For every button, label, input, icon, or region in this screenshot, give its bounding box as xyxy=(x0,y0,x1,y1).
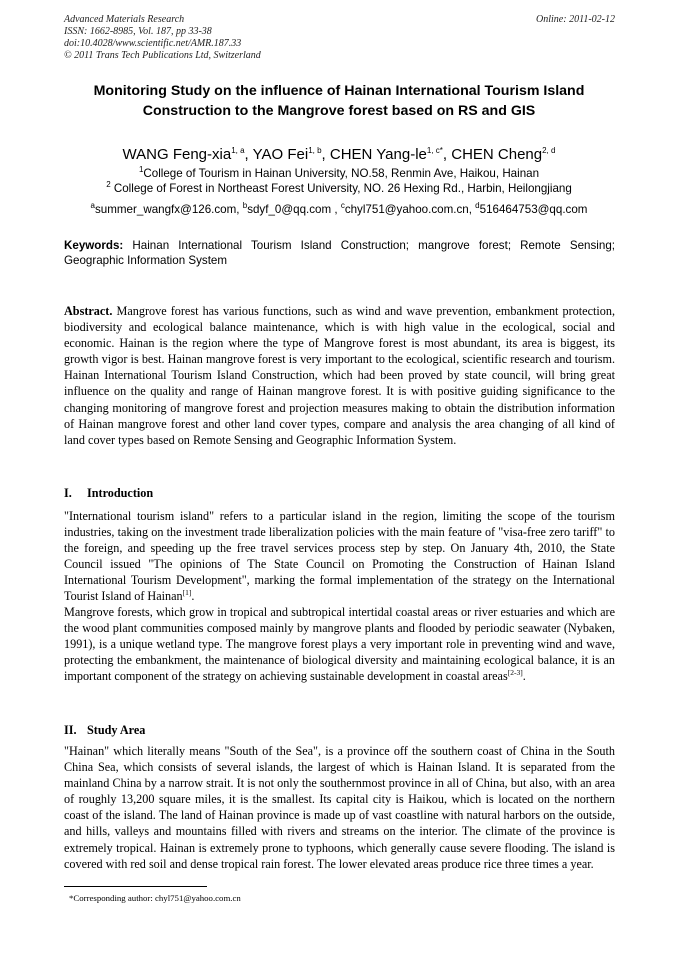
footnote-divider xyxy=(64,886,207,887)
online-date: Online: 2011-02-12 xyxy=(536,14,615,25)
email-mark: d xyxy=(475,201,480,211)
email-address: 516464753@qq.com xyxy=(479,203,588,216)
author-separator: , xyxy=(442,146,452,163)
sentence-end: . xyxy=(191,589,195,604)
keywords-text: Hainan International Tourism Island Construction; mangrove forest; Remote Sensing; Geographic Information System xyxy=(64,239,615,267)
journal-issn: ISSN: 1662-8985, Vol. 187, pp 33-38 xyxy=(64,26,212,37)
section-heading-study-area xyxy=(64,722,145,738)
affiliation-mark: 2 xyxy=(106,180,111,190)
abstract-text: Mangrove forest has various functions, such as wind and wave prevention, embankment protection, biodiversity and ecological balance maintenance, which is with high value in the ecological, social and economic. Hainan is the region where the type of Mangrove forest is most abundant, its area is biggest, its growth vigor is best. Hainan mangrove forest is very important to the ecological, scientific research and tourism. Hainan International Tourism Island Construction, which had been proved by state council, will bring great influence on the quality and range of Hainan mangrove forest. It is with positive guiding significance to the changing monitoring of mangrove forest and projection measures making to obtain the distribution information of Hainan mangrove forest and other land cover types, compare and analysis the area changing of all kind of land cover types based on Remote Sensing and Geographic Information System. xyxy=(64,304,615,447)
footnote: *Corresponding author: chyl751@yahoo.com.cn xyxy=(69,893,241,903)
citation-ref: [1] xyxy=(182,588,192,598)
journal-copyright: © 2011 Trans Tech Publications Ltd, Switzerland xyxy=(64,50,261,61)
section-number: I. xyxy=(64,486,72,500)
paragraph-text: "International tourism island" refers to a particular island in the region, limiting the scope of the tourism industries, taking on the investment trade liberalization policies with the main feature of "visa-free zero tariff" to the foreign, and speeding up the free travel services process step by step. On January 4th, 2010, the State Council issued "The opinions of The State Council on Promoting the Construction of Hainan Island International Tourism Development", marking the formal implementation of the strategy on the International Tourist Island of Hainan xyxy=(64,509,615,604)
section-number: II. xyxy=(64,723,77,737)
paper-title xyxy=(58,81,620,121)
study-area-paragraph xyxy=(64,743,615,872)
author-list xyxy=(40,146,638,164)
email-address: summer_wangfx@126.com, xyxy=(95,203,243,216)
intro-paragraph-1 xyxy=(64,508,615,605)
author-name: CHEN Cheng xyxy=(451,146,543,163)
section-title: Introduction xyxy=(87,486,154,500)
author-separator: , xyxy=(321,146,330,163)
journal-name: Advanced Materials Research xyxy=(64,14,185,25)
author-name: YAO Fei xyxy=(252,146,309,163)
intro-paragraph-2 xyxy=(64,604,615,684)
author-affiliation-mark: 1, c* xyxy=(426,146,443,155)
journal-doi: doi:10.4028/www.scientific.net/AMR.187.33 xyxy=(64,38,242,49)
author-affiliation-mark: 1, b xyxy=(308,146,322,155)
paper-title-line: Construction to the Mangrove forest based on RS and GIS xyxy=(142,103,536,119)
paragraph-text: "Hainan" which literally means "South of the Sea", is a province off the southern coast of China in the South China Sea, which consists of several islands, the largest of which is Hainan Island. It is separated from the mainland China by a narrow strait. It is not only the southernmost province in all of China, but also, with an area of roughly 13,200 square miles, it is the smallest. Its capital city is Haikou, which is located on the northern coast of the island. The land of Hainan province is made up of vast coastline with natural harbors on the outside, and hills, valleys and mountains filled with rivers and streams on the interior. The climate of the province is extremely tropical. Hainan is extremely prone to typhoons, which generally cause severe flooding. The island is covered with red soil and dense tropical rain forest. The lower elevated areas produce rice three times a year. xyxy=(64,744,615,871)
author-affiliation-mark: 1, a xyxy=(231,146,245,155)
abstract xyxy=(64,303,615,448)
email-list xyxy=(40,203,638,217)
abstract-label: Abstract. xyxy=(64,304,113,318)
citation-ref: [2-3] xyxy=(507,668,523,678)
paragraph-text: Mangrove forests, which grow in tropical and subtropical intertidal coastal areas or river estuaries and which are the wood plant communities composed mainly by mangrove plants and flooded by periodic seawater (Nybaken, 1991), is a unique wetland type. The mangrove forest plays a very important role in preventing wind and wave, protecting the embankment, the maintenance of biological diversity and maintaining ecological balance, it is an important component of the strategy on achieving sustainable development in coastal areas xyxy=(64,605,615,684)
author-name: WANG Feng-xia xyxy=(122,146,232,163)
keywords xyxy=(64,238,615,268)
affiliation-mark: 1 xyxy=(138,165,144,175)
email-mark: b xyxy=(242,201,248,211)
journal-header xyxy=(64,14,615,62)
affiliation-text: College of Tourism in Hainan University, NO.58, Renmin Ave, Haikou, Hainan xyxy=(143,167,540,180)
author-separator: , xyxy=(244,146,253,163)
section-heading-introduction xyxy=(64,485,153,501)
keywords-label: Keywords: xyxy=(64,239,124,252)
email-mark: c xyxy=(340,201,345,211)
email-mark: a xyxy=(90,201,95,211)
affiliation-text: College of Forest in Northeast Forest University, NO. 26 Hexing Rd., Harbin, Heilongjiang xyxy=(110,182,572,195)
email-address: chyl751@yahoo.com.cn, xyxy=(344,203,476,216)
affiliation-2 xyxy=(40,182,638,196)
paper-title-line: Monitoring Study on the influence of Hainan International Tourism Island xyxy=(93,83,585,99)
section-title: Study Area xyxy=(87,723,146,737)
sentence-end: . xyxy=(522,669,526,684)
author-affiliation-mark: 2, d xyxy=(542,146,556,155)
author-name: CHEN Yang-le xyxy=(329,146,427,163)
affiliation-1 xyxy=(40,167,638,181)
email-address: sdyf_0@qq.com , xyxy=(247,203,341,216)
